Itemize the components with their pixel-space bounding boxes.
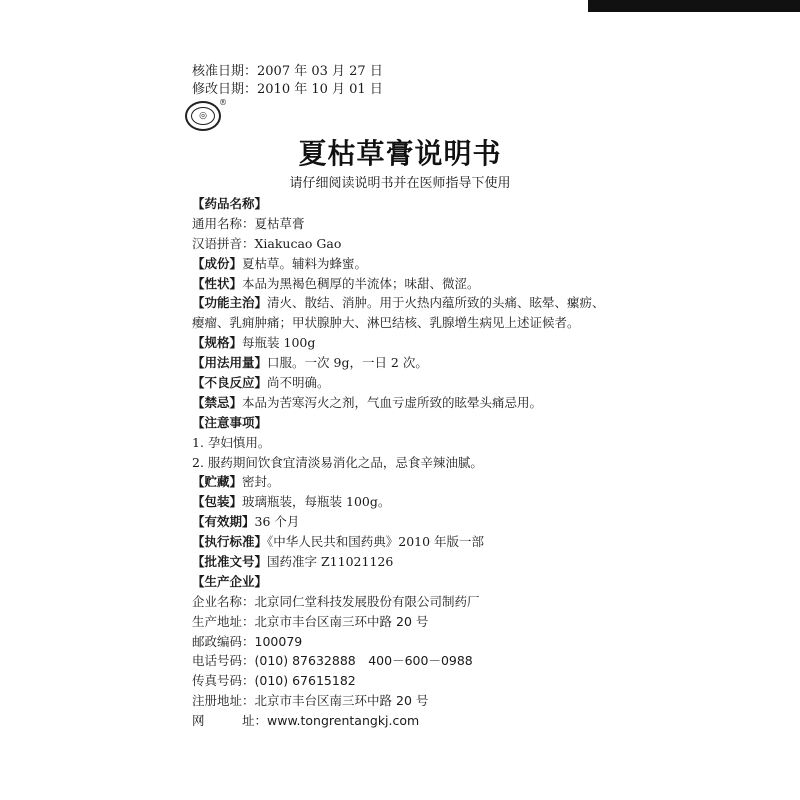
package-label: 【包装】 xyxy=(192,494,243,510)
approval-number-text: 国药准字 Z11021126 xyxy=(267,554,394,570)
contraindications-text: 本品为苦寒泻火之剂，气血亏虚所致的眩晕头痛忌用。 xyxy=(242,394,543,410)
ingredients-text: 夏枯草。辅料为蜂蜜。 xyxy=(242,255,368,271)
registered-address-label: 注册地址： xyxy=(192,693,255,709)
company-name-label: 企业名称： xyxy=(192,593,255,609)
approval-date: 核准日期：2007 年 03 月 27 日 xyxy=(192,64,383,79)
contraindications-row xyxy=(192,393,622,413)
revision-date: 修改日期：2010 年 10 月 01 日 xyxy=(192,82,383,97)
validity-text: 36 个月 xyxy=(254,514,300,530)
dosage-row xyxy=(192,353,622,373)
registered-address-row xyxy=(192,691,622,711)
description-label: 【性状】 xyxy=(192,275,243,291)
precautions-heading: 【注意事项】 xyxy=(192,414,268,430)
storage-label: 【贮藏】 xyxy=(192,474,243,490)
specification-text: 每瓶装 100g xyxy=(242,335,316,351)
website-label-1: 网 xyxy=(192,713,205,729)
precaution-item-1: 1. 孕妇慎用。 xyxy=(192,434,271,450)
storage-row xyxy=(192,472,622,492)
document-title: 夏枯草膏说明书 xyxy=(298,137,502,170)
postcode-label: 邮政编码： xyxy=(192,633,255,649)
phone-label: 电话号码： xyxy=(192,653,255,669)
fax-row xyxy=(192,671,622,691)
storage-text: 密封。 xyxy=(242,474,280,490)
precaution-item-2: 2. 服药期间饮食宜清淡易消化之品，忌食辛辣油腻。 xyxy=(192,454,483,470)
date-block xyxy=(192,63,383,99)
phone-row xyxy=(192,651,622,671)
ingredients-label: 【成份】 xyxy=(192,255,243,271)
description-text: 本品为黑褐色稠厚的半流体；味甜、微涩。 xyxy=(242,275,480,291)
phone-numbers: (010) 87632888 400－600－0988 xyxy=(254,653,473,669)
production-address-row xyxy=(192,612,622,632)
generic-name: 通用名称：夏枯草膏 xyxy=(192,215,305,231)
contraindications-label: 【禁忌】 xyxy=(192,394,243,410)
indications-label: 【功能主治】 xyxy=(192,295,268,311)
company-name-row xyxy=(192,592,622,612)
indications-row xyxy=(192,293,622,313)
company-logo-icon: ◎ xyxy=(185,101,221,131)
adverse-row xyxy=(192,373,622,393)
production-address: 北京市丰台区南三环中路 20 号 xyxy=(254,613,429,629)
indications-text-2: 瘿瘤、乳痈肿痛；甲状腺肿大、淋巴结核、乳腺增生病见上述证候者。 xyxy=(192,315,580,331)
dosage-text: 口服。一次 9g，一日 2 次。 xyxy=(267,355,428,371)
drug-name-heading: 【药品名称】 xyxy=(192,196,268,211)
standard-row xyxy=(192,532,622,552)
company-name: 北京同仁堂科技发展股份有限公司制药厂 xyxy=(254,593,480,609)
production-address-label: 生产地址： xyxy=(192,613,255,629)
validity-label: 【有效期】 xyxy=(192,514,255,530)
package-text: 玻璃瓶装，每瓶装 100g。 xyxy=(242,494,391,510)
registered-mark: ® xyxy=(219,98,227,107)
adverse-label: 【不良反应】 xyxy=(192,375,268,391)
package-row xyxy=(192,492,622,512)
fax-label: 传真号码： xyxy=(192,673,255,689)
leaflet-body xyxy=(192,194,622,731)
corner-scan-mark xyxy=(588,0,800,12)
adverse-text: 尚不明确。 xyxy=(267,375,330,391)
ingredients-row xyxy=(192,254,622,274)
document-subtitle: 请仔细阅读说明书并在医师指导下使用 xyxy=(289,176,511,191)
dosage-label: 【用法用量】 xyxy=(192,355,268,371)
postcode: 100079 xyxy=(254,633,303,649)
standard-text: 《中华人民共和国药典》2010 年版一部 xyxy=(267,534,485,550)
approval-number-row xyxy=(192,552,622,572)
approval-number-label: 【批准文号】 xyxy=(192,554,268,570)
description-row xyxy=(192,274,622,294)
website-row xyxy=(192,711,622,731)
pinyin-name: 汉语拼音：Xiakucao Gao xyxy=(192,235,342,251)
website-label-2: 址： xyxy=(242,713,268,729)
specification-label: 【规格】 xyxy=(192,335,243,351)
indications-text-1: 清火、散结、消肿。用于火热内蕴所致的头痛、眩晕、瘰疬、 xyxy=(267,295,605,311)
specification-row xyxy=(192,333,622,353)
standard-label: 【执行标准】 xyxy=(192,534,268,550)
manufacturer-heading: 【生产企业】 xyxy=(192,573,268,589)
fax-number: (010) 67615182 xyxy=(254,673,356,689)
validity-row xyxy=(192,512,622,532)
postcode-row xyxy=(192,632,622,652)
registered-address: 北京市丰台区南三环中路 20 号 xyxy=(254,693,429,709)
website-url: www.tongrentangkj.com xyxy=(267,713,420,729)
